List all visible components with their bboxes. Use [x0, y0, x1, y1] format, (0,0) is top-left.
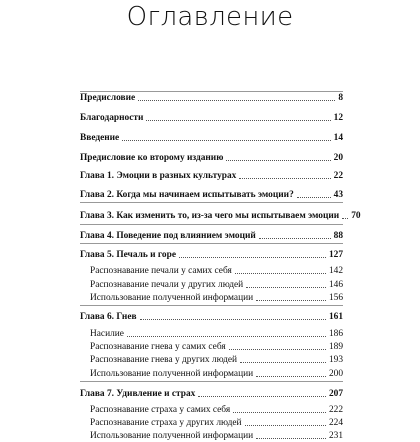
entry-page-number: 12 [333, 113, 343, 123]
dot-leader [240, 362, 326, 363]
dot-leader [122, 140, 330, 141]
entry-title: Глава 6. Гнев [80, 312, 137, 322]
toc-subentry [90, 263, 343, 277]
dot-leader [233, 412, 326, 413]
dot-leader [256, 300, 326, 301]
entry-title: Использование полученной информации [90, 369, 254, 379]
entry-title: Распознавание печали у других людей [90, 280, 244, 290]
entry-page-number: 156 [328, 293, 343, 303]
divider [80, 305, 343, 306]
dot-leader [246, 287, 326, 288]
divider [80, 224, 343, 225]
dot-leader [256, 376, 326, 377]
toc-subentry [90, 290, 343, 304]
toc-entry [80, 208, 361, 222]
toc-subentry [90, 277, 343, 291]
toc-entry [80, 187, 343, 201]
divider [80, 381, 343, 382]
page-title: Оглавление [126, 2, 294, 32]
entry-page-number: 8 [338, 93, 343, 103]
toc-subentry [90, 415, 343, 429]
dot-leader [140, 319, 326, 320]
entry-title: Распознавание страха у самих себя [90, 405, 231, 415]
entry-page-number: 142 [328, 266, 343, 276]
toc-subentry [90, 428, 343, 442]
entry-page-number: 127 [328, 250, 343, 260]
dot-leader [127, 336, 326, 337]
toc-subentry [90, 352, 343, 366]
toc-subentry [90, 366, 343, 380]
entry-page-number: 186 [328, 329, 343, 339]
dot-leader [297, 197, 331, 198]
entry-page-number: 14 [333, 133, 343, 143]
entry-title: Глава 7. Удивление и страх [80, 389, 196, 399]
entry-title: Благодарности [80, 113, 144, 123]
entry-page-number: 224 [328, 418, 343, 428]
toc-subentry [90, 339, 343, 353]
dot-leader [245, 425, 326, 426]
dot-leader [226, 160, 330, 161]
dot-leader [235, 273, 326, 274]
entry-title: Глава 3. Как изменить то, из-за чего мы испытываем эмоции [80, 211, 340, 221]
dot-leader [229, 349, 326, 350]
entry-page-number: 189 [328, 342, 343, 352]
toc-entry [80, 247, 343, 261]
entry-title: Насилие [90, 329, 124, 339]
divider [80, 243, 343, 244]
entry-title: Предисловие ко второму изданию [80, 153, 224, 163]
entry-page-number: 146 [328, 280, 343, 290]
dot-leader [138, 100, 335, 101]
toc-entry [80, 150, 343, 164]
entry-title: Распознавание гнева у других людей [90, 355, 238, 365]
entry-page-number: 231 [328, 431, 343, 441]
entry-title: Глава 1. Эмоции в разных культурах [80, 171, 237, 181]
dot-leader [239, 178, 330, 179]
entry-title: Введение [80, 133, 120, 143]
entry-title: Глава 5. Печаль и горе [80, 250, 176, 260]
entry-title: Распознавание страха у других людей [90, 418, 242, 428]
dot-leader [342, 218, 348, 219]
entry-page-number: 193 [328, 355, 343, 365]
entry-page-number: 22 [333, 171, 343, 181]
entry-page-number: 43 [333, 190, 343, 200]
entry-page-number: 161 [328, 312, 343, 322]
entry-title: Распознавание гнева у самих себя [90, 342, 226, 352]
dot-leader [259, 238, 331, 239]
toc-entry [80, 168, 343, 182]
entry-title: Распознавание печали у самих себя [90, 266, 232, 276]
entry-page-number: 207 [328, 389, 343, 399]
entry-title: Использование полученной информации [90, 293, 254, 303]
entry-page-number: 20 [333, 153, 343, 163]
entry-title: Глава 2. Когда мы начинаем испытывать эмоции? [80, 190, 294, 200]
entry-page-number: 200 [328, 369, 343, 379]
dot-leader [256, 438, 326, 439]
toc-entry [80, 228, 343, 242]
dot-leader [179, 257, 326, 258]
entry-title: Глава 4. Поведение под влиянием эмоций [80, 231, 256, 241]
entry-title: Использование полученной информации [90, 431, 254, 441]
entry-page-number: 88 [333, 231, 343, 241]
dot-leader [146, 120, 330, 121]
dot-leader [198, 396, 326, 397]
toc-entry [80, 90, 343, 104]
divider [80, 202, 343, 203]
toc-entry [80, 110, 343, 124]
toc-entry [80, 309, 343, 323]
entry-page-number: 70 [351, 211, 361, 221]
entry-title: Предисловие [80, 93, 136, 103]
toc-subentry [90, 402, 343, 416]
toc-entry [80, 386, 343, 400]
toc-subentry [90, 326, 343, 340]
entry-page-number: 222 [328, 405, 343, 415]
toc-entry [80, 130, 343, 144]
